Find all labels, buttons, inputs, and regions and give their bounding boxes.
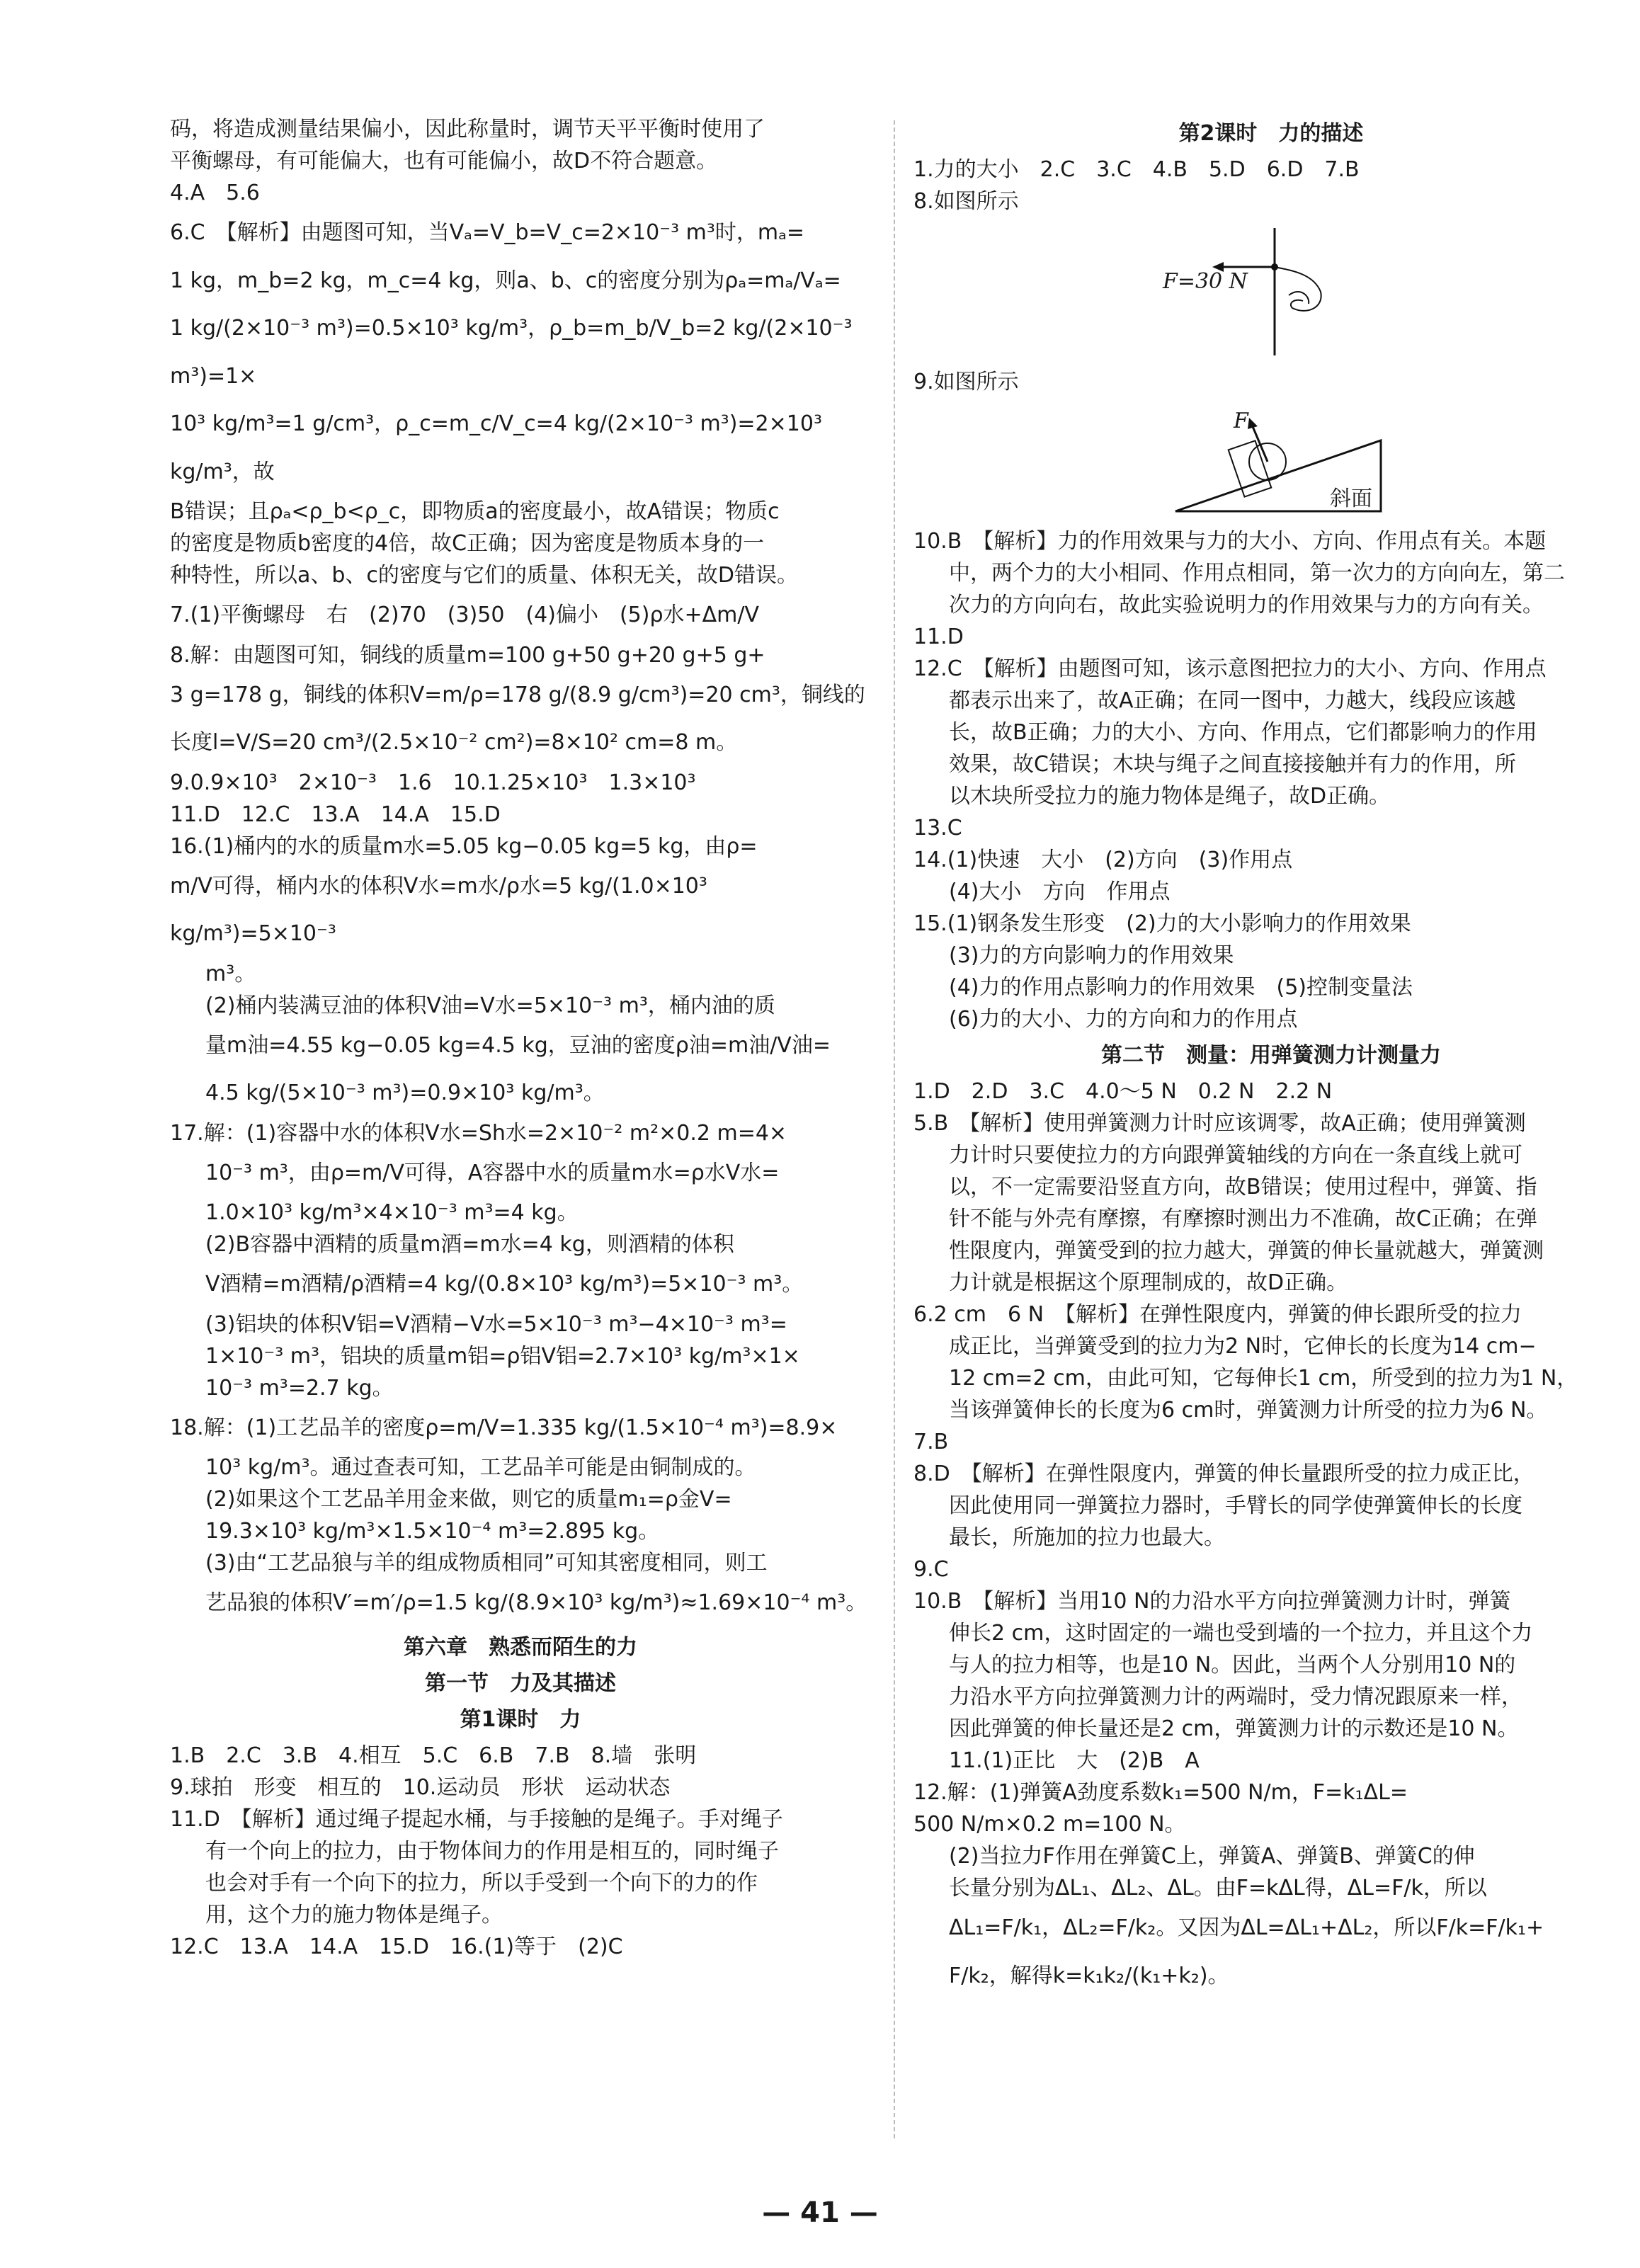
text-line: 17.解：(1)容器中水的体积V水=Sh水=2×10⁻² m²×0.2 m=4× xyxy=(170,1120,787,1146)
text-line: 1.D 2.D 3.C 4.0～5 N 0.2 N 2.2 N xyxy=(913,1079,1333,1104)
figure-9-diagram xyxy=(913,405,1629,518)
text-line: (2)桶内装满豆油的体积V油=V水=5×10⁻³ m³，桶内油的质 xyxy=(205,993,775,1018)
text-line: 12.解：(1)弹簧A劲度系数k₁=500 N/m，F=k₁ΔL= xyxy=(913,1780,1408,1805)
text-line: 5.B 【解析】使用弹簧测力计时应该调零，故A正确；使用弹簧测 xyxy=(913,1111,1526,1136)
text-line: 1×10⁻³ m³，铝块的质量m铝=ρ铝V铝=2.7×10³ kg/m³×1× xyxy=(205,1343,800,1369)
text-line: 19.3×10³ kg/m³×1.5×10⁻⁴ m³=2.895 kg。 xyxy=(205,1519,660,1544)
text-line: ΔL₁=F/k₁，ΔL₂=F/k₂。又因为ΔL=ΔL₁+ΔL₂，所以F/k=F/k₁+ xyxy=(949,1915,1544,1940)
text-line: 性限度内，弹簧受到的拉力越大，弹簧的伸长量就越大，弹簧测 xyxy=(949,1238,1544,1263)
text-line: (3)力的方向影响力的作用效果 xyxy=(949,943,1234,968)
text-line: 也会对手有一个向下的拉力，所以手受到一个向下的力的作 xyxy=(205,1870,758,1896)
text-line: 1.力的大小 2.C 3.C 4.B 5.D 6.D 7.B xyxy=(913,157,1360,182)
text-line: 用，这个力的施力物体是绳子。 xyxy=(205,1902,503,1927)
text-line: 11.D xyxy=(913,625,964,649)
text-line: 10.B 【解析】力的作用效果与力的大小、方向、作用点有关。本题 xyxy=(913,529,1547,554)
text-line: 当该弹簧伸长的长度为6 cm时，弹簧测力计所受的拉力为6 N。 xyxy=(949,1398,1548,1423)
lesson-heading: 第1课时 力 xyxy=(460,1706,581,1732)
text-line: 8.如图所示 xyxy=(913,189,1019,214)
text-line: (3)由“工艺品狼与羊的组成物质相同”可知其密度相同，则工 xyxy=(205,1551,768,1575)
text-line: 因此弹簧的伸长量还是2 cm，弹簧测力计的示数还是10 N。 xyxy=(949,1716,1519,1741)
text-line: 9.C xyxy=(913,1557,949,1582)
text-line: (2)如果这个工艺品羊用金来做，则它的质量m₁=ρ金V= xyxy=(205,1487,732,1512)
text-line: m³。 xyxy=(205,961,256,986)
text-line: 伸长2 cm，这时固定的一端也受到墙的一个拉力，并且这个力 xyxy=(949,1621,1533,1646)
text-line: (4)大小 方向 作用点 xyxy=(949,879,1171,904)
figure-8-diagram xyxy=(913,224,1629,359)
text-line: 10³ kg/m³=1 g/cm³，ρ_c=m_c/V_c=4 kg/(2×10⁻³ m³)=2×10³ kg/m³，故 xyxy=(170,411,829,484)
text-line: 9.如图所示 xyxy=(913,370,1019,394)
text-line: 量m油=4.55 kg−0.05 kg=4.5 kg，豆油的密度ρ油=m油/V油= xyxy=(205,1032,831,1058)
text-line: 14.(1)快速 大小 (2)方向 (3)作用点 xyxy=(913,848,1293,872)
text-line: 平衡螺母，有可能偏大，也有可能偏小，故D不符合题意。 xyxy=(170,149,718,173)
text-line: 长度l=V/S=20 cm³/(2.5×10⁻² cm²)=8×10² cm=8 m。 xyxy=(170,730,738,755)
section-heading: 第一节 力及其描述 xyxy=(425,1670,616,1696)
text-line: V酒精=m酒精/ρ酒精=4 kg/(0.8×10³ kg/m³)=5×10⁻³ m³。 xyxy=(205,1272,804,1297)
page-number: — 41 — xyxy=(762,2196,878,2229)
text-line: 6.2 cm 6 N 【解析】在弹性限度内，弹簧的伸长跟所受的拉力 xyxy=(913,1302,1522,1327)
text-line: 以木块所受拉力的施力物体是绳子，故D正确。 xyxy=(949,784,1391,809)
text-line: (6)力的大小、力的方向和力的作用点 xyxy=(949,1007,1298,1032)
text-line: 有一个向上的拉力，由于物体间力的作用是相互的，同时绳子 xyxy=(205,1838,779,1864)
text-line: 次力的方向向右，故此实验说明力的作用效果与力的方向有关。 xyxy=(949,593,1544,617)
chapter-heading: 第六章 熟悉而陌生的力 xyxy=(404,1634,637,1660)
text-line: (2)当拉力F作用在弹簧C上，弹簧A、弹簧B、弹簧C的伸 xyxy=(949,1844,1475,1869)
force-label: F=30 N xyxy=(1163,269,1248,294)
text-line: 10⁻³ m³，由ρ=m/V可得，A容器中水的质量m水=ρ水V水= xyxy=(205,1160,780,1185)
text-line: 与人的拉力相等，也是10 N。因此，当两个人分别用10 N的 xyxy=(949,1653,1516,1677)
text-line: 7.B xyxy=(913,1430,949,1454)
text-line: 最长，所施加的拉力也最大。 xyxy=(949,1525,1225,1550)
text-line: 长，故B正确；力的大小、方向、作用点，它们都影响力的作用 xyxy=(949,720,1537,745)
text-line: 13.C xyxy=(913,816,962,840)
text-line: 12 cm=2 cm，由此可知，它每伸长1 cm，所受到的拉力为1 N， xyxy=(949,1366,1578,1391)
text-line: m/V可得，桶内水的体积V水=m水/ρ水=5 kg/(1.0×10³ kg/m³)=5×10⁻³ xyxy=(170,873,714,946)
text-line: 3 g=178 g，铜线的体积V=m/ρ=178 g/(8.9 g/cm³)=20 cm³，铜线的 xyxy=(170,682,865,707)
text-line: 力计时只要使拉力的方向跟弹簧轴线的方向在一条直线上就可 xyxy=(949,1143,1522,1168)
text-line: 4.A 5.6 xyxy=(170,181,260,205)
text-line: 中，两个力的大小相同、作用点相同，第一次力的方向向左，第二 xyxy=(949,561,1565,586)
text-line: B错误；且ρₐ<ρ_b<ρ_c，即物质a的密度最小，故A错误；物质c xyxy=(170,499,780,524)
text-line: (2)B容器中酒精的质量m酒=m水=4 kg，则酒精的体积 xyxy=(205,1232,734,1257)
text-line: 10⁻³ m³=2.7 kg。 xyxy=(205,1375,394,1401)
text-line: 1 kg，m_b=2 kg，m_c=4 kg，则a、b、c的密度分别为ρₐ=mₐ/Vₐ= xyxy=(170,268,841,293)
text-line: 11.D 【解析】通过绳子提起水桶，与手接触的是绳子。手对绳子 xyxy=(170,1806,783,1832)
text-line: 力沿水平方向拉弹簧测力计的两端时，受力情况跟原来一样， xyxy=(949,1685,1522,1709)
text-line: 种特性，所以a、b、c的密度与它们的质量、体积无关，故D错误。 xyxy=(170,563,799,588)
text-line: 8.解：由题图可知，铜线的质量m=100 g+50 g+20 g+5 g+ xyxy=(170,642,765,668)
text-line: 以，不一定需要沿竖直方向，故B错误；使用过程中，弹簧、指 xyxy=(949,1175,1537,1199)
text-line: 12.C 【解析】由题图可知，该示意图把拉力的大小、方向、作用点 xyxy=(913,656,1547,681)
text-line: 艺品狼的体积V′=m′/ρ=1.5 kg/(8.9×10³ kg/m³)≈1.69×10⁻⁴ m³。 xyxy=(205,1590,867,1615)
text-line: 成正比，当弹簧受到的拉力为2 N时，它伸长的长度为14 cm− xyxy=(949,1334,1537,1359)
text-line: 9.0.9×10³ 2×10⁻³ 1.6 10.1.25×10³ 1.3×10³ xyxy=(170,770,696,795)
text-line: 18.解：(1)工艺品羊的密度ρ=m/V=1.335 kg/(1.5×10⁻⁴ m³)=8.9× xyxy=(170,1415,838,1440)
text-line: 8.D 【解析】在弹性限度内，弹簧的伸长量跟所受的拉力成正比， xyxy=(913,1461,1534,1486)
text-line: 15.(1)钢条发生形变 (2)力的大小影响力的作用效果 xyxy=(913,911,1411,936)
text-line: 10.B 【解析】当用10 N的力沿水平方向拉弹簧测力计时，弹簧 xyxy=(913,1589,1511,1614)
text-line: 16.(1)桶内的水的质量m水=5.05 kg−0.05 kg=5 kg，由ρ= xyxy=(170,833,758,859)
slope-label: 斜面 xyxy=(1330,486,1372,511)
text-line: 1.0×10³ kg/m³×4×10⁻³ m³=4 kg。 xyxy=(205,1200,579,1225)
left-column xyxy=(170,113,871,1963)
text-line: 11.(1)正比 大 (2)B A xyxy=(949,1748,1200,1773)
text-line: 1 kg/(2×10⁻³ m³)=0.5×10³ kg/m³，ρ_b=m_b/V_b=2 kg/(2×10⁻³ m³)=1× xyxy=(170,316,860,389)
column-divider xyxy=(894,120,895,2138)
right-column xyxy=(913,113,1629,2000)
text-line: 力计就是根据这个原理制成的，故D正确。 xyxy=(949,1270,1348,1295)
text-line: 1.B 2.C 3.B 4.相互 5.C 6.B 7.B 8.墙 张明 xyxy=(170,1743,697,1768)
text-line: 500 N/m×0.2 m=100 N。 xyxy=(913,1812,1186,1837)
text-line: 10³ kg/m³。通过查表可知，工艺品羊可能是由铜制成的。 xyxy=(205,1455,756,1480)
force-label: F xyxy=(1234,409,1248,433)
text-line: 9.球拍 形变 相互的 10.运动员 形状 运动状态 xyxy=(170,1774,671,1800)
text-line: 都表示出来了，故A正确；在同一图中，力越大，线段应该越 xyxy=(949,688,1516,713)
text-line: (4)力的作用点影响力的作用效果 (5)控制变量法 xyxy=(949,975,1413,1000)
text-line: 7.(1)平衡螺母 右 (2)70 (3)50 (4)偏小 (5)ρ水+Δm/V xyxy=(170,603,760,627)
text-line: 6.C 【解析】由题图可知，当Vₐ=V_b=V_c=2×10⁻³ m³时，mₐ= xyxy=(170,220,804,245)
text-line: (3)铝块的体积V铝=V酒精−V水=5×10⁻³ m³−4×10⁻³ m³= xyxy=(205,1311,787,1337)
section-heading: 第二节 测量：用弹簧测力计测量力 xyxy=(1101,1043,1441,1068)
text-line: 的密度是物质b密度的4倍，故C正确；因为密度是物质本身的一 xyxy=(170,531,765,556)
text-line: 4.5 kg/(5×10⁻³ m³)=0.9×10³ kg/m³。 xyxy=(205,1081,605,1105)
text-line: 码，将造成测量结果偏小，因此称量时，调节天平平衡时使用了 xyxy=(170,117,765,142)
text-line: F/k₂，解得k=k₁k₂/(k₁+k₂)。 xyxy=(949,1963,1229,1988)
text-line: 效果，故C错误；木块与绳子之间直接接触并有力的作用，所 xyxy=(949,752,1516,777)
text-line: 长量分别为ΔL₁、ΔL₂、ΔL。由F=kΔL得，ΔL=F/k，所以 xyxy=(949,1876,1487,1901)
text-line: 针不能与外壳有摩擦，有摩擦时测出力不准确，故C正确；在弹 xyxy=(949,1207,1537,1231)
lesson-heading: 第2课时 力的描述 xyxy=(1178,121,1364,146)
text-line: 12.C 13.A 14.A 15.D 16.(1)等于 (2)C xyxy=(170,1934,623,1959)
text-line: 因此使用同一弹簧拉力器时，手臂长的同学使弹簧伸长的长度 xyxy=(949,1493,1522,1518)
text-line: 11.D 12.C 13.A 14.A 15.D xyxy=(170,802,501,827)
